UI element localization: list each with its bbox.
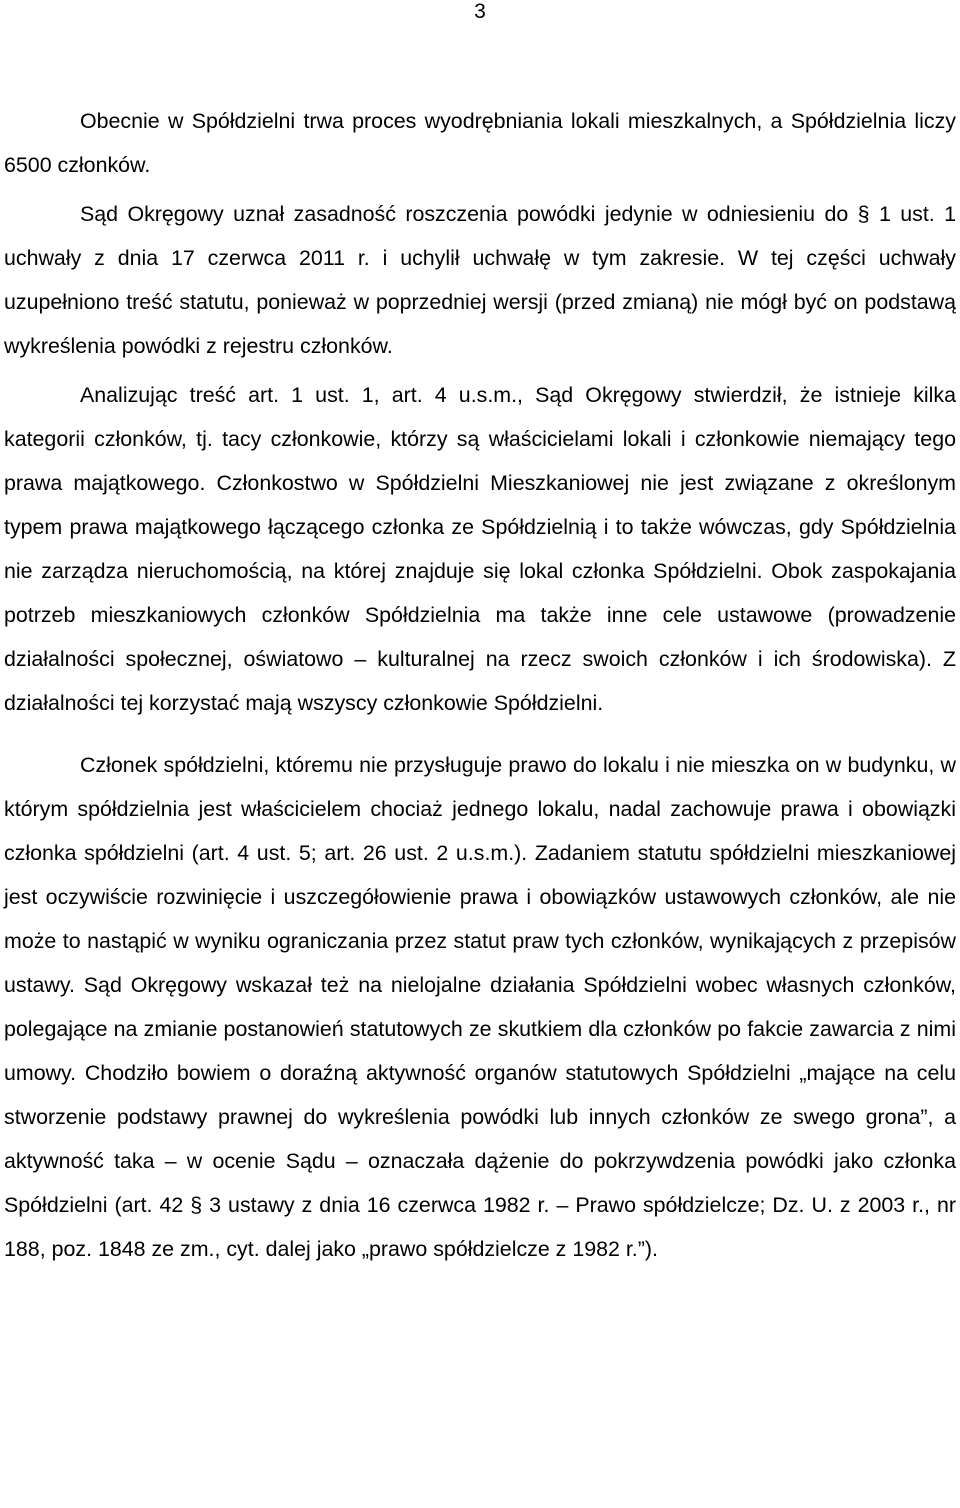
paragraph-3: Analizując treść art. 1 ust. 1, art. 4 u.s.m., Sąd Okręgowy stwierdził, że istnieje kilka kategorii członków, tj. tacy członkowie, którzy są właścicielami lokali i członkowie niemający tego prawa majątkowego. Członkostwo w Spółdzielni Mieszkaniowej nie jest związane z określonym typem prawa majątkowego łączącego członka ze Spółdzielnią i to także wówczas, gdy Spółdzielnia nie zarządza nieruchomością, na której znajduje się lokal członka Spółdzielni. Obok zaspokajania potrzeb mieszkaniowych członków Spółdzielnia ma także inne cele ustawowe (prowadzenie działalności społecznej, oświatowo – kulturalnej na rzecz swoich członków i ich środowiska). Z działalności tej korzystać mają wszyscy członkowie Spółdzielni.	[4, 383, 956, 715]
paragraph-2: Sąd Okręgowy uznał zasadność roszczenia powódki jedynie w odniesieniu do § 1 ust. 1 uchwały z dnia 17 czerwca 2011 r. i uchylił uchwałę w tym zakresie. W tej części uchwały uzupełniono treść statutu, ponieważ w poprzedniej wersji (przed zmianą) nie mógł być on podstawą wykreślenia powódki z rejestru członków.	[4, 202, 956, 358]
paragraph-gap	[4, 725, 956, 743]
document-body	[4, 99, 956, 1271]
page-number: 3	[474, 0, 486, 23]
paragraph-4: Członek spółdzielni, któremu nie przysługuje prawo do lokalu i nie mieszka on w budynku, w którym spółdzielnia jest właścicielem chociaż jednego lokalu, nadal zachowuje prawa i obowiązki członka spółdzielni (art. 4 ust. 5; art. 26 ust. 2 u.s.m.). Zadaniem statutu spółdzielni mieszkaniowej jest oczywiście rozwinięcie i uszczegółowienie prawa i obowiązków ustawowych członków, ale nie może to nastąpić w wyniku ograniczania przez statut praw tych członków, wynikających z przepisów ustawy. Sąd Okręgowy wskazał też na nielojalne działania Spółdzielni wobec własnych członków, polegające na zmianie postanowień statutowych ze skutkiem dla członków po fakcie zawarcia z nimi umowy. Chodziło bowiem o doraźną aktywność organów statutowych Spółdzielni „mające na celu stworzenie podstawy prawnej do wykreślenia powódki lub innych członków ze swego grona”, a aktywność taka – w ocenie Sądu – oznaczała dążenie do pokrzywdzenia powódki jako członka Spółdzielni (art. 42 § 3 ustawy z dnia 16 czerwca 1982 r. – Prawo spółdzielcze; Dz. U. z 2003 r., nr 188, poz. 1848 ze zm., cyt. dalej jako „prawo spółdzielcze z 1982 r.”).	[4, 753, 956, 1261]
paragraph-1: Obecnie w Spółdzielni trwa proces wyodrębniania lokali mieszkalnych, a Spółdzielnia liczy 6500 członków.	[4, 109, 956, 177]
